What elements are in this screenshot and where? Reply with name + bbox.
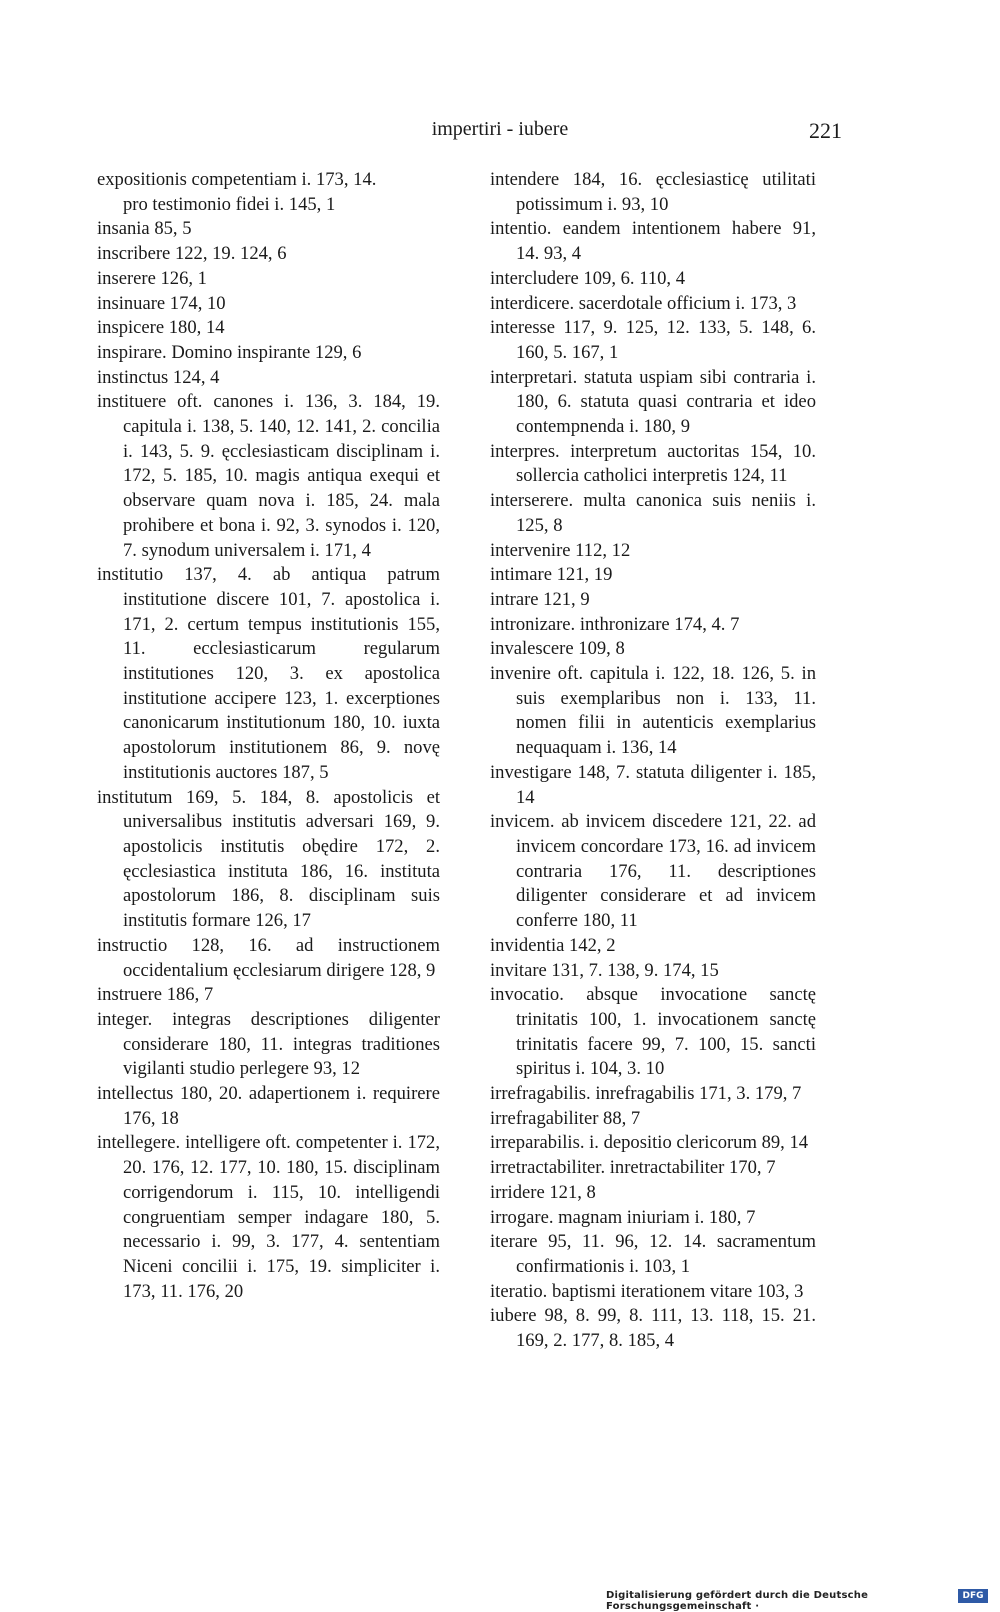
index-entry: inscribere 122, 19. 124, 6 — [97, 243, 287, 265]
index-entry: intronizare. inthronizare 174, 4. 7 — [490, 613, 740, 635]
index-entry: interpretari. statuta uspiam sibi contraria i. 180, 6. statuta quasi contraria et ideo contempnenda i. 180, 9 — [490, 366, 816, 438]
index-entry: irrefragabilis. inrefragabilis 171, 3. 179, 7 — [490, 1083, 802, 1105]
index-column-right — [490, 168, 816, 1354]
index-entry: expositionis competentiam i. 173, 14. — [97, 169, 377, 190]
index-entry: integer. integras descriptiones diligenter considerare 180, 11. integras traditiones vigilanti studio perlegere 93, 12 — [97, 1008, 440, 1080]
index-entry: intervenire 112, 12 — [490, 539, 631, 561]
index-entry: intrare 121, 9 — [490, 588, 590, 610]
index-entry: intellegere. intelligere oft. competenter i. 172, 20. 176, 12. 177, 10. 180, 15. disciplinam corrigendorum i. 115, 10. intelligendi congruentiam semper indagare 180, 5. necessario i. 99, 3. 177, 4. sententiam Niceni concilii i. 175, 19. simpliciter i. 173, 11. 176, 20 — [97, 1132, 440, 1302]
index-entry: invenire oft. capitula i. 122, 18. 126, 5. in suis exemplaribus non i. 133, 11. nomen filii in autenticis exemplarius nequaquam i. 136, 14 — [490, 663, 816, 759]
index-entry: irrefragabiliter 88, 7 — [490, 1107, 641, 1129]
index-entry: intellectus 180, 20. adapertionem i. requirere 176, 18 — [97, 1083, 440, 1129]
index-entry: intendere 184, 16. ęcclesiasticę utilitati potissimum i. 93, 10 — [490, 169, 816, 215]
index-entry: intentio. eandem intentionem habere 91, 14. 93, 4 — [490, 218, 816, 265]
index-entry: iteratio. baptismi iterationem vitare 103, 3 — [490, 1280, 804, 1302]
index-entry: intimare 121, 19 — [490, 564, 613, 586]
index-entry: instruere 186, 7 — [97, 984, 214, 1006]
index-entry: invidentia 142, 2 — [490, 934, 616, 956]
index-entry: insania 85, 5 — [97, 218, 192, 240]
index-entry: interdicere. sacerdotale officium i. 173, 3 — [490, 292, 797, 314]
index-entry: interpres. interpretum auctoritas 154, 10. sollercia catholici interpretis 124, 11 — [490, 440, 816, 487]
index-entry: insinuare 174, 10 — [97, 292, 226, 314]
index-entry: institutum 169, 5. 184, 8. apostolicis et universalibus institutis adversari 169, 9. apostolicis institutis obędire 172, 2. ęcclesiastica instituta 186, 16. instituta apostolorum 186, 8. disciplinam suis institutis formare 126, 17 — [97, 786, 440, 932]
running-head: impertiri - iubere — [431, 118, 569, 140]
index-entry: institutio 137, 4. ab antiqua patrum institutione discere 101, 7. apostolica i. 171, 2. certum tempus institutionis 155, 11. ecclesiasticarum regularum institutiones 120, 3. ex apostolica institutione accipere 123, 1. excerptiones canonicarum institutionum 180, 10. iuxta apostolorum institutionem 86, 9. novę institutionis auctores 187, 5 — [97, 564, 440, 783]
index-entry: irridere 121, 8 — [490, 1181, 596, 1203]
dfg-logo: DFG — [958, 1589, 988, 1603]
index-entry: instituere oft. canones i. 136, 3. 184, 19. capitula i. 138, 5. 140, 12. 141, 2. concilia i. 143, 5. 9. ęcclesiasticam disciplinam i. 172, 5. 185, 10. magis antiqua exequi et observare quam nova i. 185, 24. mala prohibere et bona i. 92, 3. synodos i. 120, 7. synodum universalem i. 171, 4 — [97, 391, 440, 561]
index-entry: instinctus 124, 4 — [97, 366, 220, 388]
index-entry: intercludere 109, 6. 110, 4 — [490, 267, 686, 289]
index-entry: irreparabilis. i. depositio clericorum 89, 14 — [490, 1132, 809, 1154]
index-column-left — [97, 168, 440, 1304]
index-entry: iterare 95, 11. 96, 12. 14. sacramentum confirmationis i. 103, 1 — [490, 1231, 816, 1277]
index-entry: inserere 126, 1 — [97, 267, 207, 289]
digitization-credit: Digitalisierung gefördert durch die Deutsche Forschungsgemeinschaft · — [606, 1590, 869, 1612]
index-entry: inspicere 180, 14 — [97, 317, 225, 339]
index-entry: invitare 131, 7. 138, 9. 174, 15 — [490, 959, 719, 981]
index-entry: interesse 117, 9. 125, 12. 133, 5. 148, 6. 160, 5. 167, 1 — [490, 317, 816, 363]
index-entry: invicem. ab invicem discedere 121, 22. ad invicem concordare 173, 16. ad invicem contraria 176, 11. descriptiones diligenter considerare et ad invicem conferre 180, 11 — [490, 811, 816, 932]
index-entry: investigare 148, 7. statuta diligenter i. 185, 14 — [490, 761, 816, 808]
index-entry: iubere 98, 8. 99, 8. 111, 13. 118, 15. 21. 169, 2. 177, 8. 185, 4 — [490, 1305, 816, 1352]
page-number: 221 — [809, 118, 842, 143]
index-entry: inspirare. Domino inspirante 129, 6 — [97, 341, 362, 363]
index-entry: irretractabiliter. inretractabiliter 170, 7 — [490, 1157, 776, 1179]
index-entry: instructio 128, 16. ad instructionem occidentalium ęcclesiarum dirigere 128, 9 — [97, 934, 440, 981]
index-entry: pro testimonio fidei i. 145, 1 — [123, 193, 336, 215]
index-entry: irrogare. magnam iniuriam i. 180, 7 — [490, 1206, 756, 1228]
index-entry: interserere. multa canonica suis neniis i. 125, 8 — [490, 490, 816, 536]
index-entry: invalescere 109, 8 — [490, 638, 625, 660]
index-entry: invocatio. absque invocatione sanctę trinitatis 100, 1. invocationem sanctę trinitatis facere 99, 7. 100, 15. sancti spiritus i. 104, 3. 10 — [490, 984, 816, 1080]
